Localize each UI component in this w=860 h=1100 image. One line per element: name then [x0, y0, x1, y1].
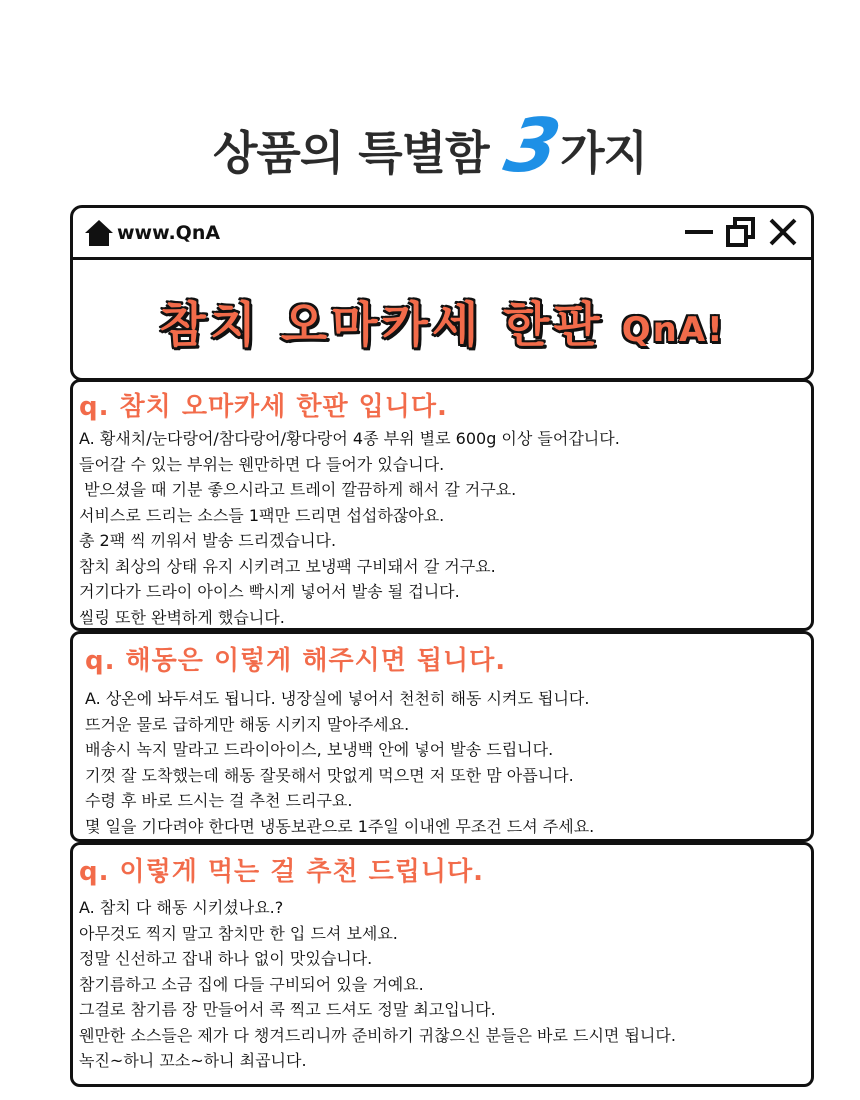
answer-line: 그걸로 참기름 장 만들어서 콕 찍고 드셔도 정말 최고입니다. — [79, 1000, 496, 1019]
heading-text: 상품의 특별함 — [212, 126, 489, 180]
qna-section — [70, 842, 814, 1087]
answer-line: 들어갈 수 있는 부위는 웬만하면 다 들어가 있습니다. — [79, 454, 445, 474]
answer-line: 몇 일을 기다려야 한다면 냉동보관으로 1주일 이내엔 무조건 드셔 주세요. — [85, 816, 595, 836]
answer-line: 수령 후 바로 드시는 걸 추천 드리구요. — [85, 791, 353, 810]
section-title: q. 참치 오마카세 한판 입니다. — [79, 392, 448, 422]
url-text: www.QnA — [117, 221, 221, 244]
page-heading — [0, 100, 860, 200]
answer-line: A. 황새치/눈다랑어/참다랑어/황다랑어 4종 부위 별로 600g 이상 들어갑니다. — [79, 429, 620, 448]
answer-line: 기껏 잘 도착했는데 해동 잘못해서 맛없게 먹으면 저 또한 맘 아픕니다. — [85, 765, 574, 785]
answer-line: A. 참치 다 해동 시키셨나요.? — [79, 898, 284, 917]
answer-line: 웬만한 소스들은 제가 다 챙겨드리니까 준비하기 귀찮으신 분들은 바로 드시면 됩니다. — [79, 1025, 676, 1045]
window-titlebar — [73, 208, 811, 260]
home-icon[interactable] — [83, 218, 115, 248]
answer-line: 아무것도 찍지 말고 참치만 한 입 드셔 보세요. — [79, 923, 398, 943]
section-title: q. 해동은 이렇게 해주시면 됩니다. — [85, 646, 507, 676]
answer-line: 서비스로 드리는 소스들 1팩만 드리면 섭섭하잖아요. — [79, 505, 445, 525]
section-title: q. 이렇게 먹는 걸 추천 드립니다. — [79, 857, 485, 887]
answer-line: 거기다가 드라이 아이스 빡시게 넣어서 발송 될 겁니다. — [79, 582, 460, 601]
answer-line: 씰링 또한 완벽하게 했습니다. — [79, 607, 285, 627]
answer-line: 참기름하고 소금 집에 다들 구비되어 있을 거예요. — [79, 974, 424, 994]
banner — [73, 260, 811, 381]
answer-line: 참치 최상의 상태 유지 시키려고 보냉팩 구비돼서 갈 거구요. — [79, 556, 496, 576]
answer-line: 배송시 녹지 말라고 드라이아이스, 보냉백 안에 넣어 발송 드립니다. — [85, 740, 554, 759]
window-controls — [683, 216, 799, 248]
minimize-icon[interactable] — [683, 216, 715, 248]
answer-line: 총 2팩 씩 끼워서 발송 드리겠습니다. — [79, 531, 337, 550]
browser-window — [70, 205, 814, 381]
heading-suffix: 가지 — [560, 126, 647, 180]
qna-section — [70, 631, 814, 842]
answer-line: 녹진~하니 꼬소~하니 최곱니다. — [79, 1051, 307, 1070]
qna-section — [70, 379, 814, 631]
answer-line: A. 상온에 놔두셔도 됩니다. 냉장실에 넣어서 천천히 해동 시켜도 됩니다. — [85, 689, 590, 708]
banner-title-text: 참치 오마카세 한판 — [159, 297, 604, 353]
banner-suffix: QnA! — [621, 310, 725, 350]
answer-line: 뜨거운 물로 급하게만 해동 시키지 말아주세요. — [85, 714, 410, 734]
banner-title — [159, 286, 724, 355]
restore-icon[interactable] — [725, 216, 757, 248]
heading-number: 3 — [497, 103, 568, 189]
answer-line: 정말 신선하고 잡내 하나 없이 맛있습니다. — [79, 949, 373, 968]
close-icon[interactable] — [767, 216, 799, 248]
answer-line: 받으셨을 때 기분 좋으시라고 트레이 깔끔하게 해서 갈 거구요. — [79, 480, 517, 499]
